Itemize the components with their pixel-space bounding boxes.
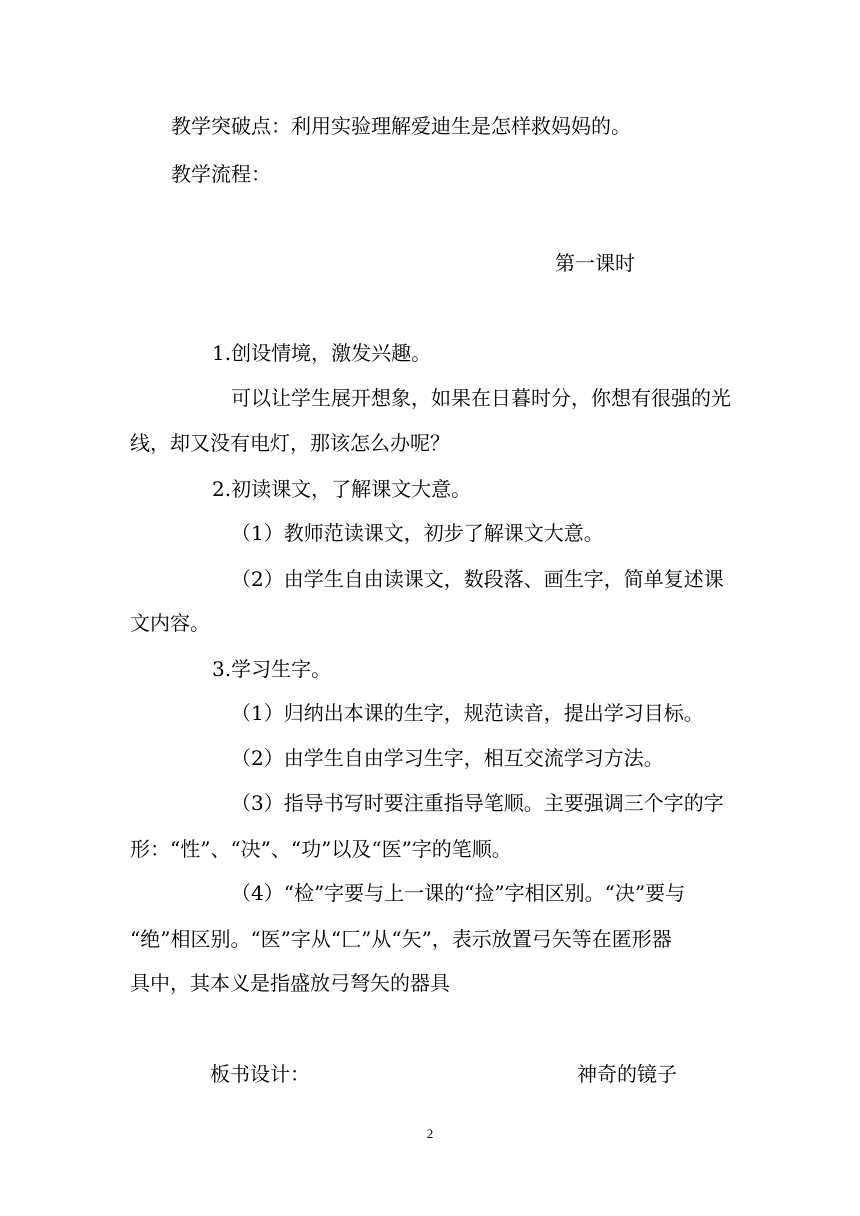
section-1-paragraph-line-2: 线，却又没有电灯，那该怎么办呢？ xyxy=(130,431,450,455)
section-3-item-4-line-2: “绝”相区别。“医”字从“匚”从“矢”，表示放置弓矢等在匿形器 xyxy=(130,927,672,951)
board-design-label: 板书设计： xyxy=(210,1062,310,1086)
section-1-heading: 1.创设情境，激发兴趣。 xyxy=(212,341,432,365)
section-2-heading: 2.初读课文，了解课文大意。 xyxy=(212,477,472,501)
section-3-item-3-line-2: 形：“性”、“决”、“功”以及“医”字的笔顺。 xyxy=(130,837,512,861)
process-heading: 教学流程： xyxy=(171,162,271,186)
section-3-item-4-line-1: （4）“检”字要与上一课的“捡”字相区别。“决”要与 xyxy=(231,881,686,905)
section-3-heading: 3.学习生字。 xyxy=(212,657,332,681)
breakthrough-point-text: 教学突破点：利用实验理解爱迪生是怎样救妈妈的。 xyxy=(171,114,631,138)
section-3-item-4-line-3: 具中，其本义是指盛放弓弩矢的器具 xyxy=(130,971,450,995)
section-3-item-1: （1）归纳出本课的生字，规范读音，提出学习目标。 xyxy=(231,701,704,725)
section-3-item-3-line-1: （3）指导书写时要注重指导笔顺。主要强调三个字的字 xyxy=(231,791,724,815)
section-3-item-2: （2）由学生自由学习生字，相互交流学习方法。 xyxy=(231,746,664,770)
page-number: 2 xyxy=(426,1126,434,1141)
section-2-item-2-line-1: （2）由学生自由读课文，数段落、画生字，简单复述课 xyxy=(231,567,724,591)
section-1-paragraph-line-1: 可以让学生展开想象，如果在日暮时分，你想有很强的光 xyxy=(231,386,731,410)
section-2-item-1: （1）教师范读课文，初步了解课文大意。 xyxy=(231,521,604,545)
board-design-title: 神奇的镜子 xyxy=(577,1062,677,1086)
lesson-title: 第一课时 xyxy=(555,251,635,275)
section-2-item-2-line-2: 文内容。 xyxy=(130,611,210,635)
